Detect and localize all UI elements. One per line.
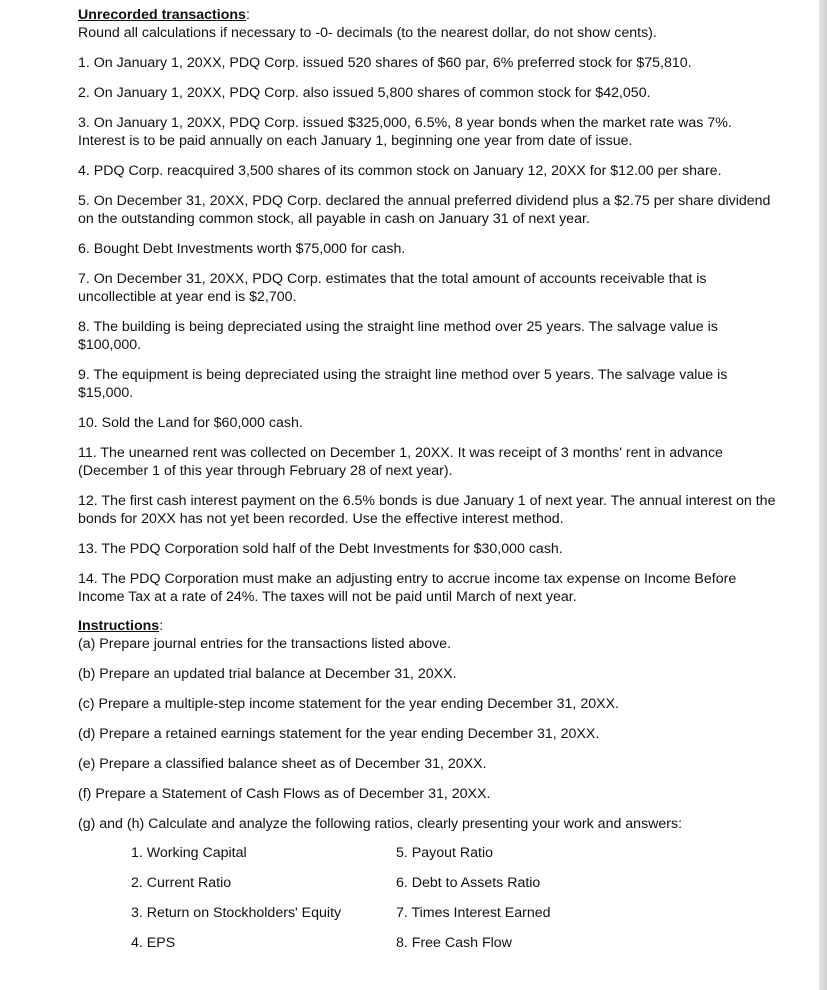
- transaction-13: 13. The PDQ Corporation sold half of the Debt Investments for $30,000 cash.: [78, 541, 563, 557]
- ratio-item: 2. Current Ratio: [131, 875, 232, 891]
- ratio-list: [131, 844, 778, 952]
- transaction-14: 14. The PDQ Corporation must make an adjusting entry to accrue income tax expense on Income Before Income Tax at a rate of 24%. The taxes will not be paid until March of next year.: [78, 571, 737, 605]
- transaction-6: 6. Bought Debt Investments worth $75,000 for cash.: [78, 241, 406, 257]
- ratio-item: 3. Return on Stockholders' Equity: [131, 905, 342, 921]
- ratio-item: 5. Payout Ratio: [396, 845, 494, 861]
- transaction-1: 1. On January 1, 20XX, PDQ Corp. issued 520 shares of $60 par, 6% preferred stock for $75,810.: [78, 55, 692, 71]
- instruction-f: (f) Prepare a Statement of Cash Flows as of December 31, 20XX.: [78, 786, 491, 802]
- ratio-item: 1. Working Capital: [131, 845, 247, 861]
- instructions-section: [78, 617, 778, 833]
- instruction-c: (c) Prepare a multiple-step income statement for the year ending December 31, 20XX.: [78, 696, 619, 712]
- heading-colon: :: [245, 7, 250, 23]
- ratio-item: 8. Free Cash Flow: [396, 935, 512, 951]
- transaction-2: 2. On January 1, 20XX, PDQ Corp. also issued 5,800 shares of common stock for $42,050.: [78, 85, 651, 101]
- instruction-e: (e) Prepare a classified balance sheet as of December 31, 20XX.: [78, 756, 487, 772]
- transaction-3: 3. On January 1, 20XX, PDQ Corp. issued $325,000, 6.5%, 8 year bonds when the market rate was 7%. Interest is to be paid annually on each January 1, beginning one year from date of issue.: [78, 115, 732, 149]
- section-heading-unrecorded: [78, 6, 778, 24]
- ratio-item: 7. Times Interest Earned: [396, 905, 551, 921]
- instruction-a: (a) Prepare journal entries for the transactions listed above.: [78, 636, 452, 652]
- instruction-d: (d) Prepare a retained earnings statement for the year ending December 31, 20XX.: [78, 726, 600, 742]
- transaction-11: 11. The unearned rent was collected on December 1, 20XX. It was receipt of 3 months' rent in advance (December 1 of this year through February 28 of next year).: [78, 445, 723, 479]
- instructions-colon: :: [159, 618, 164, 634]
- instruction-g-h: (g) and (h) Calculate and analyze the following ratios, clearly presenting your work and answers:: [78, 816, 683, 832]
- ratio-item: 6. Debt to Assets Ratio: [396, 875, 541, 891]
- transaction-12: 12. The first cash interest payment on the 6.5% bonds is due January 1 of next year. The annual interest on the bonds for 20XX has not yet been recorded. Use the effective interest method.: [78, 493, 776, 527]
- transaction-9: 9. The equipment is being depreciated using the straight line method over 5 years. The salvage value is $15,000.: [78, 367, 728, 401]
- section-heading-instructions: [78, 617, 778, 635]
- transaction-4: 4. PDQ Corp. reacquired 3,500 shares of its common stock on January 12, 20XX for $12.00 per share.: [78, 163, 722, 179]
- unrecorded-transactions-title: Unrecorded transactions: [78, 7, 246, 23]
- transaction-8: 8. The building is being depreciated using the straight line method over 25 years. The salvage value is $100,000.: [78, 319, 718, 353]
- transaction-5: 5. On December 31, 20XX, PDQ Corp. declared the annual preferred dividend plus a $2.75 per share dividend on the outstanding common stock, all payable in cash on January 31 of next year.: [78, 193, 771, 227]
- ratio-item: 4. EPS: [131, 935, 176, 951]
- rounding-note: Round all calculations if necessary to -0- decimals (to the nearest dollar, do not show cents).: [78, 25, 657, 41]
- instructions-title: Instructions: [78, 618, 160, 634]
- transaction-10: 10. Sold the Land for $60,000 cash.: [78, 415, 303, 431]
- instruction-b: (b) Prepare an updated trial balance at December 31, 20XX.: [78, 666, 457, 682]
- transaction-7: 7. On December 31, 20XX, PDQ Corp. estimates that the total amount of accounts receivable that is uncollectible at year end is $2,700.: [78, 271, 707, 305]
- document-body: [78, 6, 778, 952]
- page-edge-shadow: [819, 0, 827, 990]
